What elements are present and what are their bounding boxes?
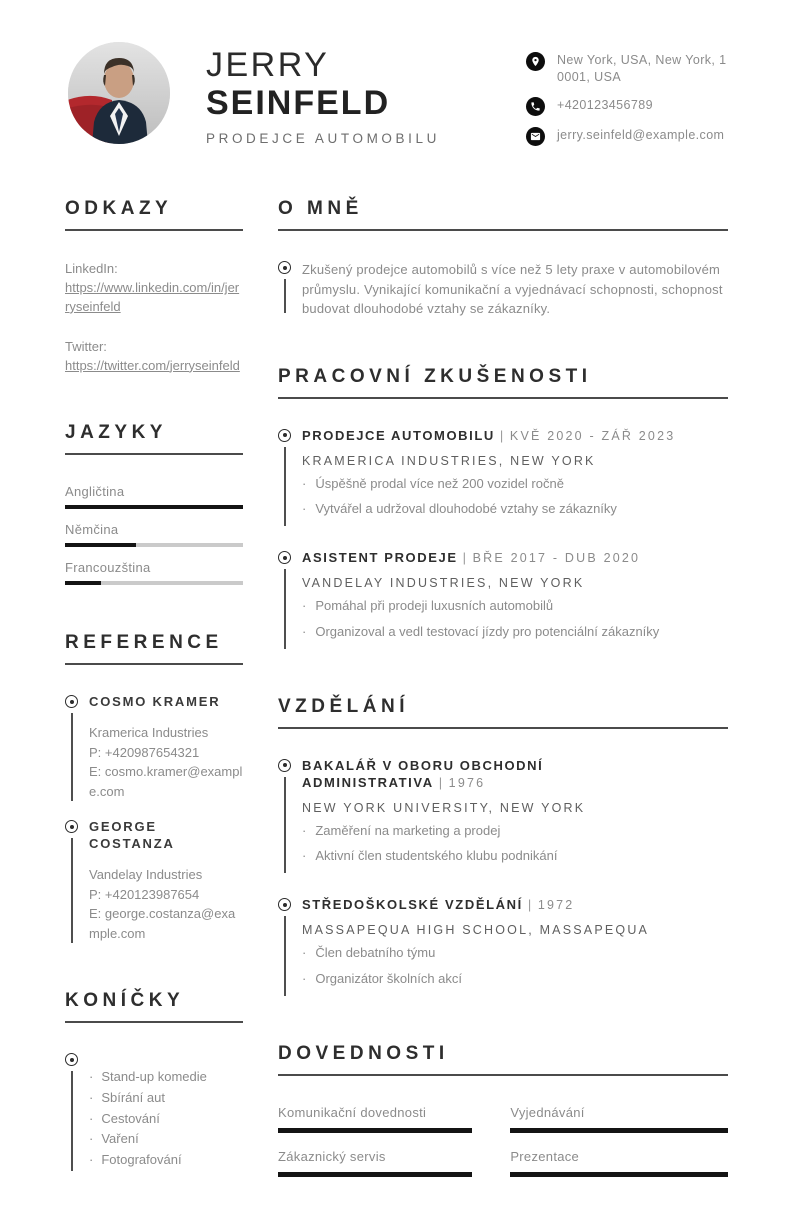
education-heading bbox=[302, 897, 728, 914]
language-level-fill bbox=[65, 581, 101, 585]
section-rule bbox=[278, 1074, 728, 1076]
skill-level-bar bbox=[510, 1172, 728, 1177]
experience-item bbox=[278, 550, 728, 649]
hobby-item bbox=[89, 1129, 243, 1150]
timeline-line bbox=[284, 569, 286, 649]
linkedin-label: LinkedIn: bbox=[65, 261, 118, 277]
contact-phone-text: +420123456789 bbox=[557, 97, 653, 112]
language-name: Francouzština bbox=[65, 560, 151, 576]
degree-name: STŘEDOŠKOLSKÉ VZDĚLÁNÍ bbox=[302, 897, 523, 913]
section-rule bbox=[278, 397, 728, 399]
experience-heading bbox=[302, 550, 728, 567]
linkedin-link-group bbox=[65, 260, 243, 317]
separator: | bbox=[527, 897, 533, 913]
hobby-label: Fotografování bbox=[101, 1152, 182, 1168]
skill-item bbox=[510, 1149, 728, 1177]
hobbies-section-title: KONÍČKY bbox=[65, 990, 185, 1012]
skill-level-bar bbox=[278, 1172, 472, 1177]
job-role: PRODEJCE AUTOMOBILU bbox=[302, 427, 495, 443]
job-bullet-list bbox=[302, 475, 728, 520]
section-rule bbox=[65, 1021, 243, 1023]
job-bullet-text: Úspěšně prodal více než 200 vozidel ročně bbox=[315, 475, 564, 491]
contact-email-text: jerry.seinfeld@example.com bbox=[557, 127, 725, 142]
languages-section-title: JAZYKY bbox=[65, 422, 167, 444]
about-text: Zkušený prodejce automobilů s více než 5 lety praxe v automobilovém průmyslu. Vynikající komunikační a vyjednávací schopnosti, schopnost budovat dlouhodobé vztahy se zákazníky. bbox=[302, 262, 723, 317]
about-section-title: O MNĚ bbox=[278, 198, 363, 220]
timeline-marker bbox=[65, 819, 89, 943]
job-bullet bbox=[302, 597, 728, 616]
reference-email: E: cosmo.kramer@example.com bbox=[89, 764, 243, 799]
job-dates: BŘE 2017 - DUB 2020 bbox=[472, 551, 641, 566]
linkedin-link[interactable]: https://www.linkedin.com/in/jerryseinfeld bbox=[65, 280, 240, 314]
section-references bbox=[65, 632, 243, 943]
job-role: ASISTENT PRODEJE bbox=[302, 550, 458, 566]
main-content bbox=[278, 198, 728, 1224]
reference-company: Vandelay Industries bbox=[89, 867, 203, 883]
email-icon bbox=[526, 127, 545, 146]
twitter-link[interactable]: https://twitter.com/jerryseinfeld bbox=[65, 357, 240, 373]
timeline-line bbox=[71, 1071, 73, 1171]
list-dot: · bbox=[89, 1152, 94, 1168]
references-section-title: REFERENCE bbox=[65, 632, 223, 654]
skill-level-fill bbox=[278, 1172, 472, 1177]
timeline-line bbox=[284, 447, 286, 527]
content-columns bbox=[65, 198, 728, 1224]
contact-email-row bbox=[526, 127, 728, 146]
separator: | bbox=[499, 427, 505, 443]
hobby-item bbox=[89, 1109, 243, 1130]
name-block bbox=[170, 42, 526, 146]
contact-location-text: New York, USA, New York, 10001, USA bbox=[557, 53, 727, 84]
experience-section-title: PRACOVNÍ ZKUŠENOSTI bbox=[278, 365, 592, 387]
reference-name: COSMO KRAMER bbox=[89, 694, 221, 710]
bullet-ring-icon bbox=[65, 695, 78, 708]
job-bullet bbox=[302, 623, 728, 642]
job-bullet bbox=[302, 475, 728, 494]
hobby-label: Vaření bbox=[101, 1131, 139, 1147]
language-name: Němčina bbox=[65, 522, 119, 538]
contact-info bbox=[526, 42, 728, 146]
section-hobbies bbox=[65, 990, 243, 1171]
education-bullet-list bbox=[302, 944, 728, 989]
about-block bbox=[278, 260, 728, 319]
hobby-label: Sbírání aut bbox=[101, 1089, 165, 1105]
contact-location-row bbox=[526, 52, 728, 86]
skill-name: Zákaznický servis bbox=[278, 1148, 386, 1164]
section-rule bbox=[65, 453, 243, 455]
list-dot: · bbox=[89, 1131, 94, 1147]
section-rule bbox=[278, 229, 728, 231]
section-about bbox=[278, 198, 728, 319]
sidebar bbox=[65, 198, 243, 1224]
education-item bbox=[278, 897, 728, 996]
reference-name: GEORGE COSTANZA bbox=[89, 819, 175, 852]
skill-name: Vyjednávání bbox=[510, 1104, 585, 1120]
reference-item bbox=[65, 819, 243, 943]
section-skills bbox=[278, 1043, 728, 1177]
timeline-marker bbox=[278, 550, 302, 649]
skill-level-bar bbox=[278, 1128, 472, 1133]
skill-level-fill bbox=[278, 1128, 472, 1133]
list-dot: · bbox=[89, 1069, 94, 1085]
skill-item bbox=[278, 1149, 472, 1177]
section-experience bbox=[278, 366, 728, 649]
language-level-fill bbox=[65, 505, 243, 509]
hobby-label: Cestování bbox=[101, 1110, 160, 1126]
reference-company: Kramerica Industries bbox=[89, 725, 209, 741]
bullet-ring-icon bbox=[278, 261, 291, 274]
timeline-line bbox=[71, 838, 73, 943]
education-section-title: VZDĚLÁNÍ bbox=[278, 695, 409, 717]
language-row bbox=[65, 560, 243, 585]
job-company: KRAMERICA INDUSTRIES, NEW YORK bbox=[302, 453, 596, 468]
bullet-ring-icon bbox=[278, 429, 291, 442]
timeline-marker bbox=[65, 694, 89, 801]
location-pin-icon bbox=[526, 52, 545, 71]
hobby-item bbox=[89, 1150, 243, 1171]
degree-dates: 1976 bbox=[448, 775, 486, 790]
timeline-marker bbox=[278, 428, 302, 527]
education-bullet-text: Člen debatního týmu bbox=[315, 945, 436, 961]
timeline-marker bbox=[278, 758, 302, 873]
language-level-bar bbox=[65, 505, 243, 509]
reference-phone: P: +420987654321 bbox=[89, 744, 200, 760]
bullet-ring-icon bbox=[65, 820, 78, 833]
education-bullet bbox=[302, 970, 728, 989]
skill-level-bar bbox=[510, 1128, 728, 1133]
hobbies-block bbox=[65, 1052, 243, 1171]
education-bullet bbox=[302, 822, 728, 841]
timeline-marker bbox=[278, 897, 302, 996]
timeline-marker bbox=[65, 1052, 89, 1171]
phone-icon bbox=[526, 97, 545, 116]
links-section-title: ODKAZY bbox=[65, 198, 173, 220]
timeline-line bbox=[71, 713, 73, 801]
language-level-fill bbox=[65, 543, 136, 547]
education-bullet-text: Zaměření na marketing a prodej bbox=[315, 822, 501, 838]
skill-level-fill bbox=[510, 1172, 728, 1177]
bullet-ring-icon bbox=[65, 1053, 78, 1066]
profile-photo-image bbox=[68, 42, 170, 144]
education-item bbox=[278, 758, 728, 873]
skills-grid bbox=[278, 1105, 728, 1177]
language-level-bar bbox=[65, 543, 243, 547]
hobby-list bbox=[89, 1067, 243, 1171]
language-name: Angličtina bbox=[65, 484, 125, 500]
degree-name: BAKALÁŘ V OBORU OBCHODNÍ ADMINISTRATIVA bbox=[302, 757, 544, 790]
job-dates: KVĚ 2020 - ZÁŘ 2023 bbox=[509, 428, 676, 443]
section-links bbox=[65, 198, 243, 375]
job-bullet-text: Pomáhal při prodeji luxusních automobilů bbox=[315, 598, 554, 614]
list-dot: · bbox=[302, 848, 307, 864]
header bbox=[65, 42, 728, 146]
education-bullet-text: Organizátor školních akcí bbox=[315, 971, 463, 987]
experience-item bbox=[278, 428, 728, 527]
twitter-link-group bbox=[65, 338, 243, 376]
timeline-line bbox=[284, 916, 286, 996]
experience-heading bbox=[302, 428, 728, 445]
bullet-ring-icon bbox=[278, 551, 291, 564]
first-name: JERRY bbox=[206, 46, 330, 84]
timeline-line bbox=[284, 279, 286, 313]
list-dot: · bbox=[302, 822, 307, 838]
skill-name: Komunikační dovednosti bbox=[278, 1104, 427, 1120]
list-dot: · bbox=[302, 598, 307, 614]
list-dot: · bbox=[89, 1089, 94, 1105]
skill-item bbox=[278, 1105, 472, 1133]
list-dot: · bbox=[89, 1110, 94, 1126]
job-title: PRODEJCE AUTOMOBILU bbox=[206, 131, 440, 147]
section-rule bbox=[65, 663, 243, 665]
job-bullet bbox=[302, 500, 728, 519]
school-name: NEW YORK UNIVERSITY, NEW YORK bbox=[302, 800, 586, 815]
education-heading bbox=[302, 758, 728, 792]
school-name: MASSAPEQUA HIGH SCHOOL, MASSAPEQUA bbox=[302, 923, 650, 938]
skill-item bbox=[510, 1105, 728, 1133]
list-dot: · bbox=[302, 475, 307, 491]
education-bullet-text: Aktivní člen studentského klubu podnikání bbox=[315, 848, 558, 864]
hobby-label: Stand-up komedie bbox=[101, 1069, 207, 1085]
separator: | bbox=[438, 774, 444, 790]
job-bullet-text: Organizoval a vedl testovací jízdy pro potenciální zákazníky bbox=[315, 623, 660, 639]
skills-section-title: DOVEDNOSTI bbox=[278, 1042, 449, 1064]
twitter-label: Twitter: bbox=[65, 338, 107, 354]
job-bullet-list bbox=[302, 597, 728, 642]
last-name: SEINFELD bbox=[206, 84, 391, 123]
contact-phone-row bbox=[526, 97, 728, 116]
education-bullet-list bbox=[302, 822, 728, 867]
section-languages bbox=[65, 422, 243, 585]
section-rule bbox=[65, 229, 243, 231]
list-dot: · bbox=[302, 945, 307, 961]
separator: | bbox=[462, 550, 468, 566]
list-dot: · bbox=[302, 501, 307, 517]
language-level-bar bbox=[65, 581, 243, 585]
reference-details bbox=[89, 865, 243, 943]
education-bullet bbox=[302, 847, 728, 866]
job-bullet-text: Vytvářel a udržoval dlouhodobé vztahy se zákazníky bbox=[315, 501, 617, 517]
skill-level-fill bbox=[510, 1128, 728, 1133]
skill-name: Prezentace bbox=[510, 1148, 580, 1164]
timeline-marker bbox=[278, 260, 302, 319]
language-row bbox=[65, 484, 243, 509]
reference-details bbox=[89, 723, 243, 801]
section-education bbox=[278, 696, 728, 996]
job-company: VANDELAY INDUSTRIES, NEW YORK bbox=[302, 576, 585, 591]
language-row bbox=[65, 522, 243, 547]
education-bullet bbox=[302, 944, 728, 963]
reference-email: E: george.costanza@example.com bbox=[89, 906, 236, 941]
list-dot: · bbox=[302, 971, 307, 987]
bullet-ring-icon bbox=[278, 759, 291, 772]
hobby-item bbox=[89, 1088, 243, 1109]
section-rule bbox=[278, 727, 728, 729]
degree-dates: 1972 bbox=[537, 898, 575, 913]
hobby-item bbox=[89, 1067, 243, 1088]
reference-phone: P: +420123987654 bbox=[89, 886, 200, 902]
list-dot: · bbox=[302, 623, 307, 639]
profile-photo bbox=[68, 42, 170, 144]
bullet-ring-icon bbox=[278, 898, 291, 911]
timeline-line bbox=[284, 777, 286, 873]
reference-item bbox=[65, 694, 243, 801]
